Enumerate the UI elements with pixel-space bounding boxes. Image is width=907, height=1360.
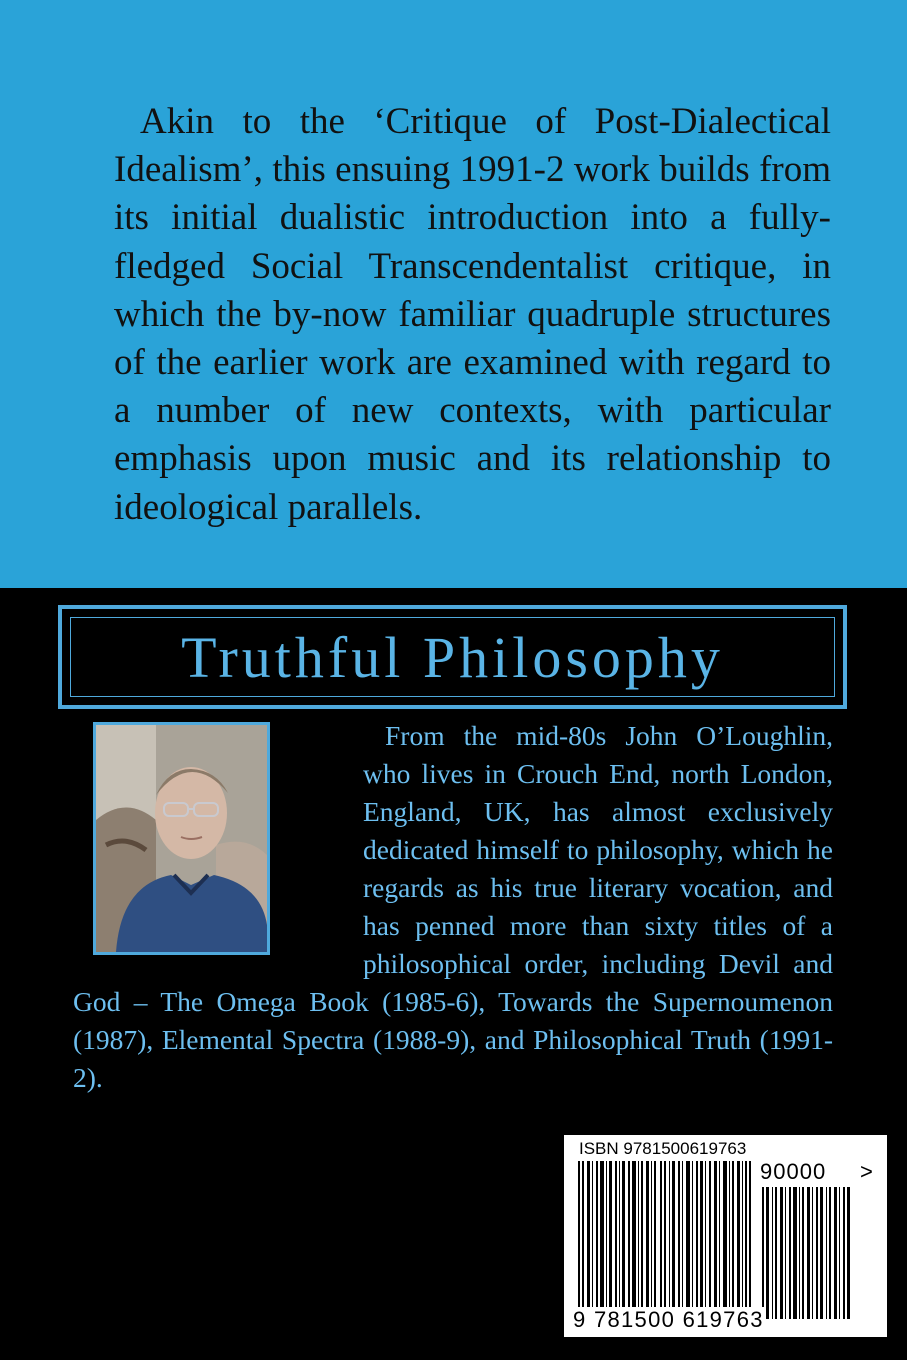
addon-bars [762, 1187, 858, 1319]
price-code: 90000 [760, 1159, 827, 1184]
photo-space [73, 721, 363, 961]
author-bio-text: From the mid-80s John O’Loughlin, who lives in Crouch End, north London, England, UK, has almost exclusively dedicated himself to philosophy, which he regards as his true literary vocation, and has penned more than sixty titles of a philosophical order, including Devil and God – The Omega Book (1985-6), Towards the Supernoumenon (1987), Elemental Spectra (1988-9), and Philosophical Truth (1991-2). [73, 720, 833, 1093]
ean13-bars [578, 1161, 754, 1319]
series-title-inner-frame [70, 617, 835, 697]
top-blurb-panel [0, 0, 907, 588]
isbn-digits: 9 781500 619763 [573, 1307, 764, 1332]
series-title: Truthful Philosophy [181, 624, 724, 690]
isbn-label: ISBN 9781500619763 [579, 1139, 747, 1158]
isbn-barcode [564, 1135, 887, 1337]
author-biography [73, 717, 833, 1097]
book-description: Akin to the ‘Critique of Post-Dialectical Idealism’, this ensuing 1991-2 work builds from its initial dualistic introduction into a fully-fledged Social Transcendentalist critique, in which the by-now familiar quadruple structures of the earlier work are examined with regard to a number of new contexts, with particular emphasis upon music and its relationship to ideological parallels. [114, 101, 831, 528]
series-title-frame [58, 605, 847, 709]
price-arrow: > [860, 1159, 873, 1184]
